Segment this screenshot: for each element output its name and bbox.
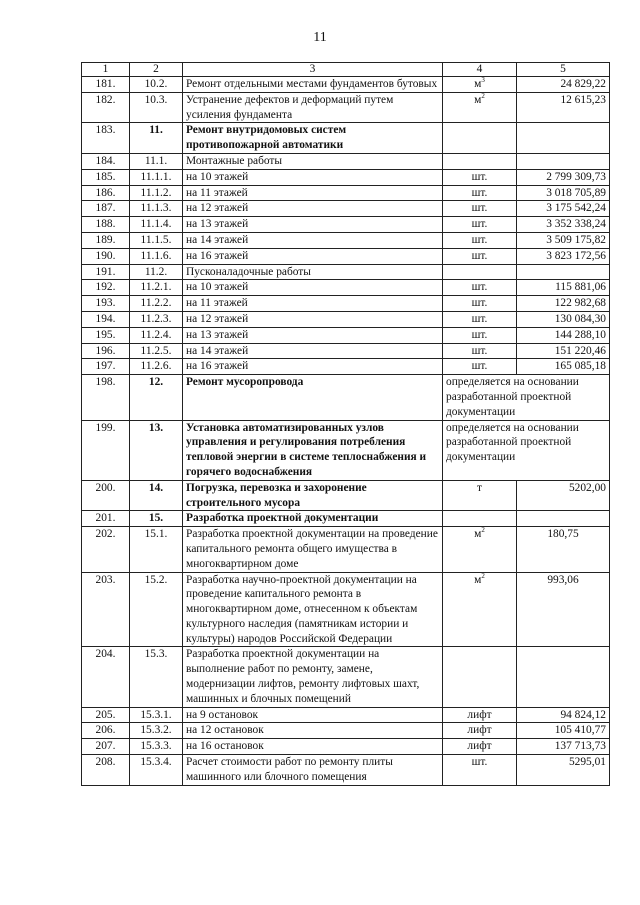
item-name: на 16 остановок <box>183 739 443 755</box>
unit-cell <box>443 169 517 185</box>
table-row <box>82 343 610 359</box>
price-value: 5295,01 <box>517 755 610 786</box>
table-row <box>82 511 610 527</box>
row-number: 192. <box>82 280 130 296</box>
header-col-4: 4 <box>443 63 517 77</box>
item-name: Разработка проектной документации <box>183 511 443 527</box>
unit-cell <box>443 232 517 248</box>
item-code: 11.1.1. <box>130 169 183 185</box>
row-number: 185. <box>82 169 130 185</box>
item-code: 11.1.3. <box>130 201 183 217</box>
row-number: 195. <box>82 327 130 343</box>
item-code: 11.2. <box>130 264 183 280</box>
price-value: 3 018 705,89 <box>517 185 610 201</box>
row-number: 182. <box>82 92 130 123</box>
unit-cell <box>443 511 517 527</box>
table-row <box>82 92 610 123</box>
row-number: 187. <box>82 201 130 217</box>
unit-cell <box>443 527 517 572</box>
item-name: на 12 остановок <box>183 723 443 739</box>
item-code: 11.2.2. <box>130 296 183 312</box>
item-code: 15.3.1. <box>130 707 183 723</box>
header-col-3: 3 <box>183 63 443 77</box>
unit-cell <box>443 723 517 739</box>
row-number: 197. <box>82 359 130 375</box>
price-value: 993,06 <box>517 572 610 647</box>
unit-cell <box>443 739 517 755</box>
table-row <box>82 123 610 154</box>
table-row <box>82 201 610 217</box>
row-number: 204. <box>82 647 130 707</box>
unit-cell <box>443 248 517 264</box>
item-name: на 13 этажей <box>183 217 443 233</box>
price-value: 94 824,12 <box>517 707 610 723</box>
spanned-note: определяется на основании разработанной проектной документации <box>443 420 610 480</box>
item-name: на 16 этажей <box>183 359 443 375</box>
unit-superscript: 3 <box>481 76 485 84</box>
row-number: 189. <box>82 232 130 248</box>
item-code: 11.2.3. <box>130 311 183 327</box>
unit-text: шт. <box>471 249 488 262</box>
item-code: 11.1. <box>130 153 183 169</box>
row-number: 191. <box>82 264 130 280</box>
unit-cell <box>443 185 517 201</box>
unit-cell <box>443 264 517 280</box>
price-value: 151 220,46 <box>517 343 610 359</box>
row-number: 193. <box>82 296 130 312</box>
item-name: Пусконаладочные работы <box>183 264 443 280</box>
item-name: Установка автоматизированных узлов управления и регулирования потребления тепловой энергии в системе теплоснабжения и горячего водоснабжения <box>183 420 443 480</box>
unit-text: лифт <box>467 708 492 721</box>
table-row <box>82 217 610 233</box>
table-row <box>82 311 610 327</box>
table-row <box>82 280 610 296</box>
unit-cell <box>443 201 517 217</box>
row-number: 199. <box>82 420 130 480</box>
table-row <box>82 327 610 343</box>
unit-text: шт. <box>471 186 488 199</box>
price-value: 165 085,18 <box>517 359 610 375</box>
unit-text: шт. <box>471 297 488 310</box>
table-row <box>82 647 610 707</box>
item-name: на 16 этажей <box>183 248 443 264</box>
item-name: на 11 этажей <box>183 185 443 201</box>
table-row <box>82 296 610 312</box>
item-name: на 13 этажей <box>183 327 443 343</box>
table-row <box>82 572 610 647</box>
item-name: на 12 этажей <box>183 311 443 327</box>
unit-cell <box>443 92 517 123</box>
item-name: Расчет стоимости работ по ремонту плиты машинного или блочного помещения <box>183 755 443 786</box>
unit-text: шт. <box>471 202 488 215</box>
price-value <box>517 123 610 154</box>
price-value <box>517 264 610 280</box>
unit-cell <box>443 311 517 327</box>
item-code: 15.2. <box>130 572 183 647</box>
item-code: 11.1.2. <box>130 185 183 201</box>
price-value: 24 829,22 <box>517 77 610 93</box>
unit-text: м <box>474 573 482 586</box>
unit-text: шт. <box>471 756 488 769</box>
unit-text: шт. <box>471 360 488 373</box>
unit-cell <box>443 647 517 707</box>
row-number: 205. <box>82 707 130 723</box>
price-value: 144 288,10 <box>517 327 610 343</box>
page-number: 11 <box>313 30 327 45</box>
row-number: 202. <box>82 527 130 572</box>
item-name: на 9 остановок <box>183 707 443 723</box>
item-code: 14. <box>130 480 183 511</box>
item-name: Погрузка, перевозка и захоронение строительного мусора <box>183 480 443 511</box>
row-number: 203. <box>82 572 130 647</box>
item-name: Ремонт внутридомовых систем противопожарной автоматики <box>183 123 443 154</box>
row-number: 200. <box>82 480 130 511</box>
price-value: 105 410,77 <box>517 723 610 739</box>
item-code: 10.3. <box>130 92 183 123</box>
price-value: 12 615,23 <box>517 92 610 123</box>
row-number: 196. <box>82 343 130 359</box>
header-row <box>82 63 610 77</box>
item-name: на 10 этажей <box>183 169 443 185</box>
item-code: 11.2.1. <box>130 280 183 296</box>
price-value: 3 175 542,24 <box>517 201 610 217</box>
table-row <box>82 480 610 511</box>
price-value: 137 713,73 <box>517 739 610 755</box>
row-number: 184. <box>82 153 130 169</box>
price-value: 3 352 338,24 <box>517 217 610 233</box>
table-row <box>82 185 610 201</box>
item-name: Монтажные работы <box>183 153 443 169</box>
item-name: на 10 этажей <box>183 280 443 296</box>
unit-cell <box>443 707 517 723</box>
item-code: 12. <box>130 375 183 420</box>
item-name: Ремонт мусоропровода <box>183 375 443 420</box>
price-value: 2 799 309,73 <box>517 169 610 185</box>
table-row <box>82 707 610 723</box>
item-name: Разработка научно-проектной документации на проведение капитального ремонта в многоквартирном доме, отнесенном к объектам культурного наследия (памятникам истории и культуры) народов Российской Федерации <box>183 572 443 647</box>
spanned-note: определяется на основании разработанной проектной документации <box>443 375 610 420</box>
item-name: на 12 этажей <box>183 201 443 217</box>
unit-cell <box>443 327 517 343</box>
price-value: 115 881,06 <box>517 280 610 296</box>
table-row <box>82 153 610 169</box>
row-number: 181. <box>82 77 130 93</box>
unit-superscript: 2 <box>481 526 485 535</box>
header-col-2: 2 <box>130 63 183 77</box>
unit-cell <box>443 296 517 312</box>
item-code: 15.3.4. <box>130 755 183 786</box>
item-code: 11. <box>130 123 183 154</box>
table-row <box>82 739 610 755</box>
unit-text: шт. <box>471 328 488 341</box>
unit-text: шт. <box>471 344 488 357</box>
row-number: 206. <box>82 723 130 739</box>
unit-cell <box>443 123 517 154</box>
table-row <box>82 723 610 739</box>
unit-cell <box>443 480 517 511</box>
item-code: 13. <box>130 420 183 480</box>
item-name: на 14 этажей <box>183 343 443 359</box>
item-name: Разработка проектной документации на проведение капитального ремонта общего имущества в многоквартирном доме <box>183 527 443 572</box>
unit-cell <box>443 755 517 786</box>
item-code: 11.1.5. <box>130 232 183 248</box>
table-row <box>82 359 610 375</box>
item-code: 11.2.5. <box>130 343 183 359</box>
unit-text: шт. <box>471 218 488 231</box>
row-number: 207. <box>82 739 130 755</box>
table-row <box>82 169 610 185</box>
item-name: на 14 этажей <box>183 232 443 248</box>
item-code: 11.1.4. <box>130 217 183 233</box>
unit-cell <box>443 359 517 375</box>
unit-text: лифт <box>467 724 492 737</box>
row-number: 183. <box>82 123 130 154</box>
item-name: Ремонт отдельными местами фундаментов бутовых <box>183 77 443 93</box>
item-code: 15.3.2. <box>130 723 183 739</box>
table-row <box>82 527 610 572</box>
price-value: 122 982,68 <box>517 296 610 312</box>
row-number: 186. <box>82 185 130 201</box>
table-row <box>82 375 610 420</box>
unit-text: шт. <box>471 312 488 325</box>
item-code: 15. <box>130 511 183 527</box>
table-row <box>82 264 610 280</box>
header-col-5: 5 <box>517 63 610 77</box>
price-value <box>517 647 610 707</box>
price-value <box>517 511 610 527</box>
item-code: 11.2.4. <box>130 327 183 343</box>
unit-superscript: 2 <box>481 92 485 100</box>
unit-superscript: 2 <box>481 572 485 580</box>
price-value: 3 509 175,82 <box>517 232 610 248</box>
header-col-1: 1 <box>82 63 130 77</box>
price-value: 180,75 <box>517 527 610 572</box>
table-row <box>82 420 610 480</box>
item-code: 11.1.6. <box>130 248 183 264</box>
table-row <box>82 77 610 93</box>
table-row <box>82 755 610 786</box>
unit-text: лифт <box>467 740 492 753</box>
item-code: 15.3. <box>130 647 183 707</box>
unit-cell <box>443 217 517 233</box>
unit-text: шт. <box>471 233 488 246</box>
unit-text: шт. <box>471 170 488 183</box>
unit-cell <box>443 77 517 93</box>
row-number: 198. <box>82 375 130 420</box>
item-name: на 11 этажей <box>183 296 443 312</box>
item-code: 10.2. <box>130 77 183 93</box>
table-row <box>82 232 610 248</box>
unit-cell <box>443 280 517 296</box>
unit-text: м <box>474 528 482 541</box>
row-number: 201. <box>82 511 130 527</box>
item-code: 15.3.3. <box>130 739 183 755</box>
table-row <box>82 248 610 264</box>
price-value: 3 823 172,56 <box>517 248 610 264</box>
price-value <box>517 153 610 169</box>
item-name: Разработка проектной документации на выполнение работ по ремонту, замене, модернизации лифтов, ремонту лифтовых шахт, машинных и блочных помещений <box>183 647 443 707</box>
row-number: 208. <box>82 755 130 786</box>
table-body <box>82 77 610 786</box>
unit-text: м <box>474 93 482 106</box>
item-name: Устранение дефектов и деформаций путем усиления фундамента <box>183 92 443 123</box>
unit-text: т <box>477 481 482 494</box>
unit-cell <box>443 572 517 647</box>
row-number: 188. <box>82 217 130 233</box>
row-number: 190. <box>82 248 130 264</box>
unit-cell <box>443 153 517 169</box>
price-value: 5202,00 <box>517 480 610 511</box>
item-code: 11.2.6. <box>130 359 183 375</box>
price-table <box>81 62 610 786</box>
unit-cell <box>443 343 517 359</box>
item-code: 15.1. <box>130 527 183 572</box>
row-number: 194. <box>82 311 130 327</box>
price-value: 130 084,30 <box>517 311 610 327</box>
unit-text: м <box>474 78 482 90</box>
unit-text: шт. <box>471 281 488 294</box>
